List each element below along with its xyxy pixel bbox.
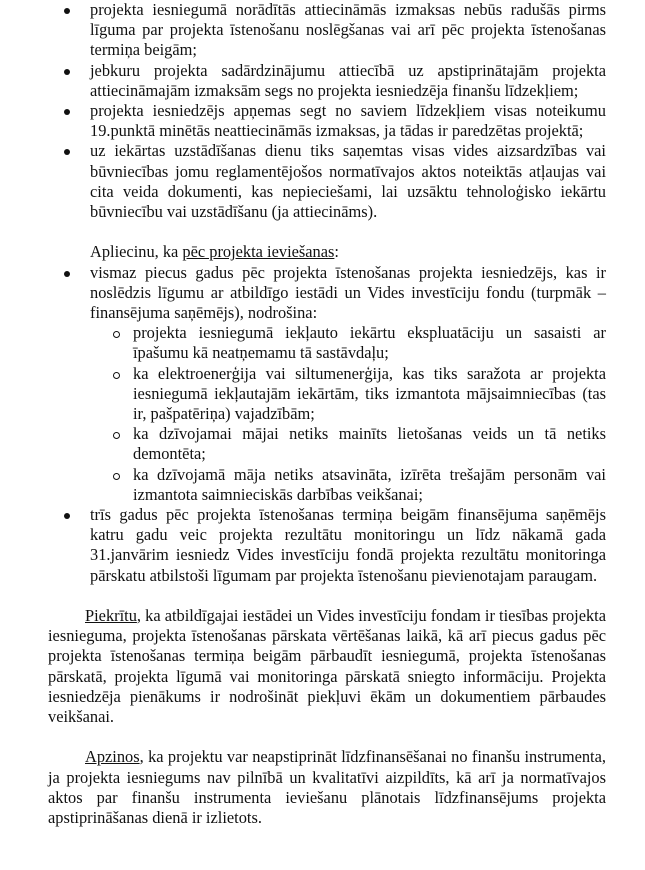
aware-paragraph: Apzinos, ka projektu var neapstiprināt līdzfinansēšanai no finanšu instrumenta, ja projekta iesniegums nav pilnībā un kvalitatīvi aizpildīts, kā arī ja normatīvajos aktos par finanšu instrumenta ieviešanu plānotais līdzfinansējums projekta apstiprināšanas dienā ir izlietots.: [48, 747, 606, 828]
sub-list: [90, 323, 606, 505]
commitments-list: [48, 0, 606, 222]
agree-paragraph: Piekrītu, ka atbildīgajai iestādei un Vides investīciju fondam ir tiesības projekta iesnieguma, projekta īstenošanas pārskata vērtēšanas laikā, kā arī piecus gadus pēc projekta īstenošanas termiņa beigām pārbaudīt iesniegumā, projekta īstenošanas pārskatā, projekta līgumā vai monitoringa pārskatā sniegto informāciju. Projekta iesniedzēja pienākums ir nodrošināt piekļuvi ēkām un dokumentiem pārbaudes veikšanai.: [48, 606, 606, 727]
list-item: projekta iesniedzējs apņemas segt no saviem līdzekļiem visas noteikumu 19.punktā minētās neattiecināmās izmaksas, ja tādas ir paredzētas projektā;: [48, 101, 606, 141]
list-item: projekta iesniegumā norādītās attiecināmās izmaksas nebūs radušās pirms līguma par projekta īstenošanu noslēgšanas vai arī pēc projekta īstenošanas termiņa beigām;: [48, 0, 606, 61]
list-item: jebkuru projekta sadārdzinājumu attiecībā uz apstiprinātajām projekta attiecināmajām izmaksām segs no projekta iesniedzēja finanšu līdzekļiem;: [48, 61, 606, 101]
sub-list-item: ka dzīvojamā māja netiks atsavināta, izīrēta trešajām personām vai izmantota saimnieciskās darbības veikšanai;: [90, 465, 606, 505]
list-item: trīs gadus pēc projekta īstenošanas termiņa beigām finansējuma saņēmējs katru gadu veic projekta rezultātu monitoringu un līdz nākamā gada 31.janvārim iesniedz Vides investīciju fondā projekta rezultātu monitoringa pārskatu atbilstoši līgumam par projekta īstenošanu pievienotajam paraugam.: [48, 505, 606, 586]
list-item: uz iekārtas uzstādīšanas dienu tiks saņemtas visas vides aizsardzības vai būvniecības jomu reglamentējošos normatīvajos aktos noteiktās atļaujas vai cita veida dokumenti, kas nepieciešami, lai uzsāktu tehnoloģisko iekārtu būvniecību vai uzstādīšanu (ja attiecināms).: [48, 141, 606, 222]
after-implementation-heading: Apliecinu, ka pēc projekta ieviešanas:: [90, 242, 339, 262]
document-page: [48, 0, 606, 828]
list-item: vismaz piecus gadus pēc projekta īstenošanas projekta iesniedzējs, kas ir noslēdzis līgumu ar atbildīgo iestādi un Vides investīciju fondu (turpmāk – finansējuma saņēmējs), nodrošina: projekta iesniegumā iekļauto iekārtu ekspluatāciju un sasaisti ar īpašumu kā neatņemamu tā sastāvdaļu; ka elektroenerģija vai siltumenerģija, kas tiks saražota ar projekta iesniegumā iekļautajām iekārtām, tiks izmantota mājsaimniecības (tas ir, pašpatēriņa) vajadzībām; ka dzīvojamai mājai netiks mainīts lietošanas veids un tā netiks demontēta; ka dzīvojamā māja netiks atsavināta, izīrēta trešajām personām vai izmantota saimnieciskās darbības veikšanai;: [48, 263, 606, 505]
after-implementation-list: [48, 263, 606, 586]
sub-list-item: ka elektroenerģija vai siltumenerģija, kas tiks saražota ar projekta iesniegumā iekļautajām iekārtām, tiks izmantota mājsaimniecības (tas ir, pašpatēriņa) vajadzībām;: [90, 364, 606, 425]
sub-list-item: ka dzīvojamai mājai netiks mainīts lietošanas veids un tā netiks demontēta;: [90, 424, 606, 464]
sub-list-item: projekta iesniegumā iekļauto iekārtu ekspluatāciju un sasaisti ar īpašumu kā neatņemamu tā sastāvdaļu;: [90, 323, 606, 363]
